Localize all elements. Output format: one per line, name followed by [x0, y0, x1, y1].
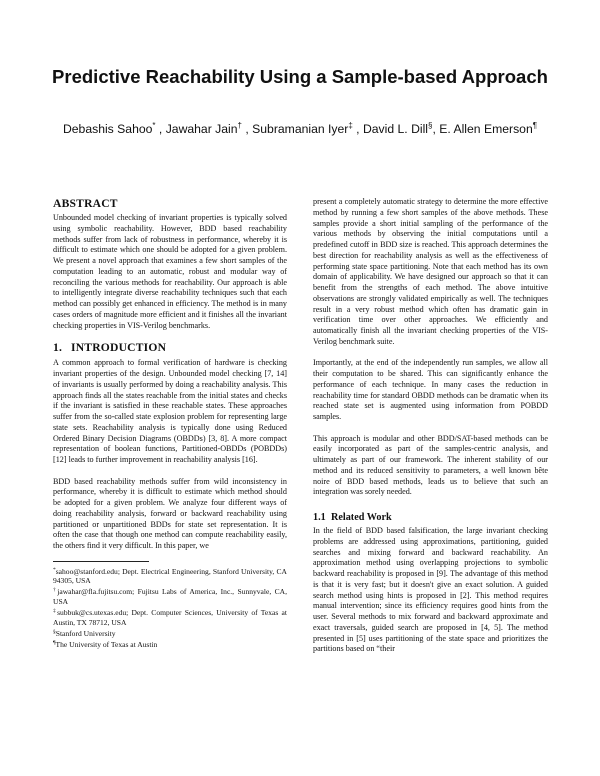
footnote-mark: ¶: [53, 639, 56, 646]
author-separator: ,: [241, 122, 253, 136]
footnote-rule: [53, 561, 149, 562]
abstract-text: Unbounded model checking of invariant properties is typically solved using symbolic reachability. However, BDD based reachability methods suffer from lack of robustness in performance, whereby it is difficult to estimate which one should be adopted for a given problem. We present a novel approach that examines a few short samples of the computation leading to an automatic, robust and modular way of reconciling the various methods for reachability. Our approach is able to intelligently integrate diverse reachability techniques such that each method can possibly get enhanced in efficiency. The method is in many cases orders of magnitude more efficient and it finishes all the invariant checking properties in VIS-Verilog benchmarks.: [53, 213, 287, 330]
author-name: Subramanian Iyer: [252, 122, 349, 136]
paper-title: Predictive Reachability Using a Sample-based Approach: [52, 66, 548, 87]
subsection-number: 1.1: [313, 512, 326, 524]
left-column: [53, 197, 287, 650]
footnote: [53, 586, 287, 606]
footnote: [53, 566, 287, 586]
intro-paragraph-3: present a completely automatic strategy to determine the more effective method by running a few short samples of the above methods. These samples provide a short initial sampling of the performance of the various methods by observing the initial computations until a predefined cutoff in BDD size is reached. This approach determines the best direction for reachability analysis as well as the effectiveness of performing state space partitioning. Note that each method has its own domain of applicability. We have designed our approach so that it can benefit from the strengths of each method. The above intuitive observations are strongly validated empirically as well. The techniques result in a very robust method which often has dramatic gain in verification time over other approaches. We efficiently and automatically finish all the invariant checking properties of the VIS-Verilog benchmark suite.: [313, 197, 548, 346]
footnote: [53, 628, 287, 639]
section-title: INTRODUCTION: [71, 341, 167, 355]
footnote-text: The University of Texas at Austin: [55, 639, 158, 649]
footnote-mark: *: [53, 566, 56, 573]
intro-paragraph-4: Importantly, at the end of the independently run samples, we allow all their computation to be shared. This can significantly enhance the performance of each technique. In many cases the reduction in reachability time for standard OBDD methods can be dramatic when its reached state set is augmented using information from POBDD samples.: [313, 358, 548, 422]
footnote: [53, 639, 287, 650]
author-mark: ‡: [348, 121, 353, 130]
author-separator: ,: [352, 122, 363, 136]
subsection-title: Related Work: [331, 512, 392, 524]
author-separator: ,: [155, 122, 166, 136]
footnote-text: jawahar@fla.fujitsu.com; Fujitsu Labs of America, Inc., Sunnyvale, CA, USA: [53, 587, 288, 607]
author-name: E. Allen Emerson: [439, 122, 533, 136]
abstract-heading: ABSTRACT: [53, 197, 118, 210]
intro-heading: [53, 341, 287, 355]
intro-paragraph-5: This approach is modular and other BDD/SAT-based methods can be easily incorporated as part of the samples-centric analysis, and ultimately as part of our framework. The inherent stability of our method and its reduced sensitivity to parameters, a well known bête noire of BDD based methods, leads us to believe that such an integration was sorely needed.: [313, 433, 548, 497]
author-mark: ¶: [532, 121, 538, 130]
intro-paragraph-1: A common approach to formal verification of hardware is checking invariant properties of the design. Unbounded model checking [7, 14] of invariants is usually performed by doing a reachability analysis. This approach finds all the states reachable from the initial states and checks if the invariant is satisfied in these reachable states. These approaches suffer from the so-called state explosion problem for representing large state sets. Reachability analysis is typically done using Reduced Ordered Binary Decision Diagrams (OBDDs) [3, 8]. A more compact representation of boolean functions, Partitioned-OBDDs (POBDDs) [12] leads to further improvement in reachability analysis [16].: [53, 358, 287, 464]
footnote-mark: †: [53, 587, 58, 594]
intro-paragraph-2: BDD based reachability methods suffer from wild inconsistency in performance, whereby it is difficult to estimate which method should be adopted for a given problem. We analyze four different ways of doing reachability analysis, forward or backward reachability using partitioned or unpartitioned BDDs for state set representation. It is often the case that though one method can compute reachability easily, the others find it very difficult. In this paper, we: [53, 476, 287, 551]
author-list: [40, 121, 560, 136]
footnote-mark: ‡: [53, 608, 58, 615]
related-work-text: In the field of BDD based falsification, the large invariant checking problems are addressed using approximations, partitioning, guided searches and mixing forward and backward reachability. An approximation method using overlapping projections to symbolic backward reachability is proposed in [9]. The advantage of this method is that it is very fast; but it doesn't give an exact solution. A guided search method using hints is proposed in [2]. This method requires manual intervention; since its efficiency requires good hints from the user. Several methods to mix forward and backward approximate and exact traversals, guided search are proposed in [4, 5]. The method presented in [5] uses partitioning of the state space and prioritizes the partitions based on “their: [313, 526, 548, 654]
author-name: Debashis Sahoo: [62, 122, 153, 136]
author-mark: †: [237, 121, 242, 130]
author-name: David L. Dill: [362, 122, 428, 136]
author-separator: ,: [432, 122, 440, 136]
footnote-mark: §: [53, 628, 56, 635]
right-column: [313, 197, 548, 655]
section-number: 1.: [53, 341, 63, 355]
footnote-text: sahoo@stanford.edu; Dept. Electrical Engineering, Stanford University, CA 94305, USA: [53, 566, 287, 586]
author-mark: §: [428, 121, 433, 130]
footnote-text: subbuk@cs.utexas.edu; Dept. Computer Sciences, University of Texas at Austin, TX 78712, USA: [53, 608, 287, 627]
related-work-heading: [313, 511, 548, 524]
author-mark: *: [152, 121, 156, 130]
footnote-text: Stanford University: [55, 628, 116, 638]
footnotes: [53, 566, 287, 650]
footnote: [53, 607, 287, 627]
author-name: Jawahar Jain: [165, 122, 238, 136]
